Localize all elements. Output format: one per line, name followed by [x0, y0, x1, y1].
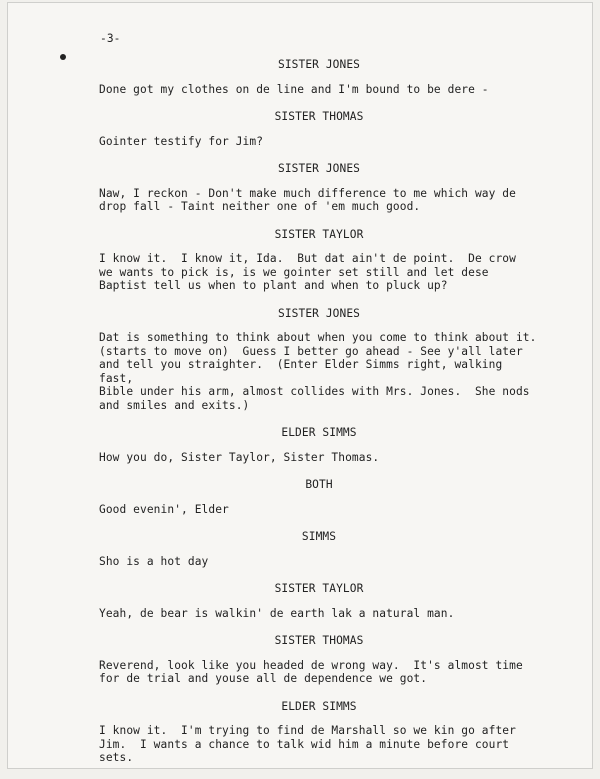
- dialogue-line: Bible under his arm, almost collides with Mrs. Jones. She nods: [99, 385, 530, 398]
- dialogue-line: and smiles and exits.): [99, 398, 250, 412]
- script-body: [99, 58, 539, 765]
- dialogue-line: and tell you straighter. (Enter Elder Simms right, walking fast,: [99, 358, 510, 385]
- speaker-cue: SISTER THOMAS: [274, 634, 364, 647]
- dialogue-line: Yeah, de bear is walkin' de earth lak a natural man.: [99, 606, 455, 620]
- speaker-cue: BOTH: [305, 478, 333, 491]
- speaker-cue: ELDER SIMMS: [281, 699, 357, 713]
- dialogue-line: Gointer testify for Jim?: [99, 134, 264, 148]
- dialogue-line: I know it. I'm trying to find de Marshall so we kin go after: [99, 724, 516, 737]
- dialogue-line: Dat is something to think about when you come to think about it.: [99, 331, 537, 344]
- punch-hole-mark: [60, 54, 66, 60]
- dialogue-line: drop fall - Taint neither one of 'em much good.: [99, 200, 421, 213]
- typescript-page: [7, 2, 593, 769]
- dialogue-line: (starts to move on) Guess I better go ahead - See y'all later: [99, 344, 523, 358]
- dialogue-line: we wants to pick is, is we gointer set still and let dese: [99, 265, 489, 279]
- speaker-cue: SISTER JONES: [277, 162, 361, 175]
- dialogue-line: Naw, I reckon - Don't make much difference to me which way de: [99, 186, 516, 200]
- dialogue-line: How you do, Sister Taylor, Sister Thomas.: [99, 450, 380, 464]
- dialogue-line: Sho is a hot day: [99, 554, 209, 568]
- speaker-cue: SISTER TAYLOR: [274, 227, 364, 241]
- dialogue-line: Jim. I wants a chance to talk wid him a minute before court sets.: [99, 737, 516, 764]
- speaker-cue: SISTER JONES: [277, 58, 361, 71]
- speaker-cue: SISTER THOMAS: [274, 110, 364, 123]
- dialogue-line: Done got my clothes on de line and I'm bound to be dere -: [99, 82, 489, 96]
- dialogue-line: Reverend, look like you headed de wrong way. It's almost time: [99, 658, 523, 672]
- speaker-cue: SISTER TAYLOR: [274, 582, 364, 595]
- dialogue-line: for de trial and youse all de dependence we got.: [99, 672, 428, 685]
- speaker-cue: SIMMS: [301, 530, 337, 543]
- page-number: -3-: [100, 32, 121, 45]
- dialogue-line: I know it. I know it, Ida. But dat ain't de point. De crow: [99, 252, 516, 265]
- dialogue-line: Baptist tell us when to plant and when to pluck up?: [99, 279, 448, 292]
- dialogue-line: Good evenin', Elder: [99, 502, 229, 516]
- speaker-cue: SISTER JONES: [277, 306, 361, 320]
- speaker-cue: ELDER SIMMS: [281, 426, 357, 439]
